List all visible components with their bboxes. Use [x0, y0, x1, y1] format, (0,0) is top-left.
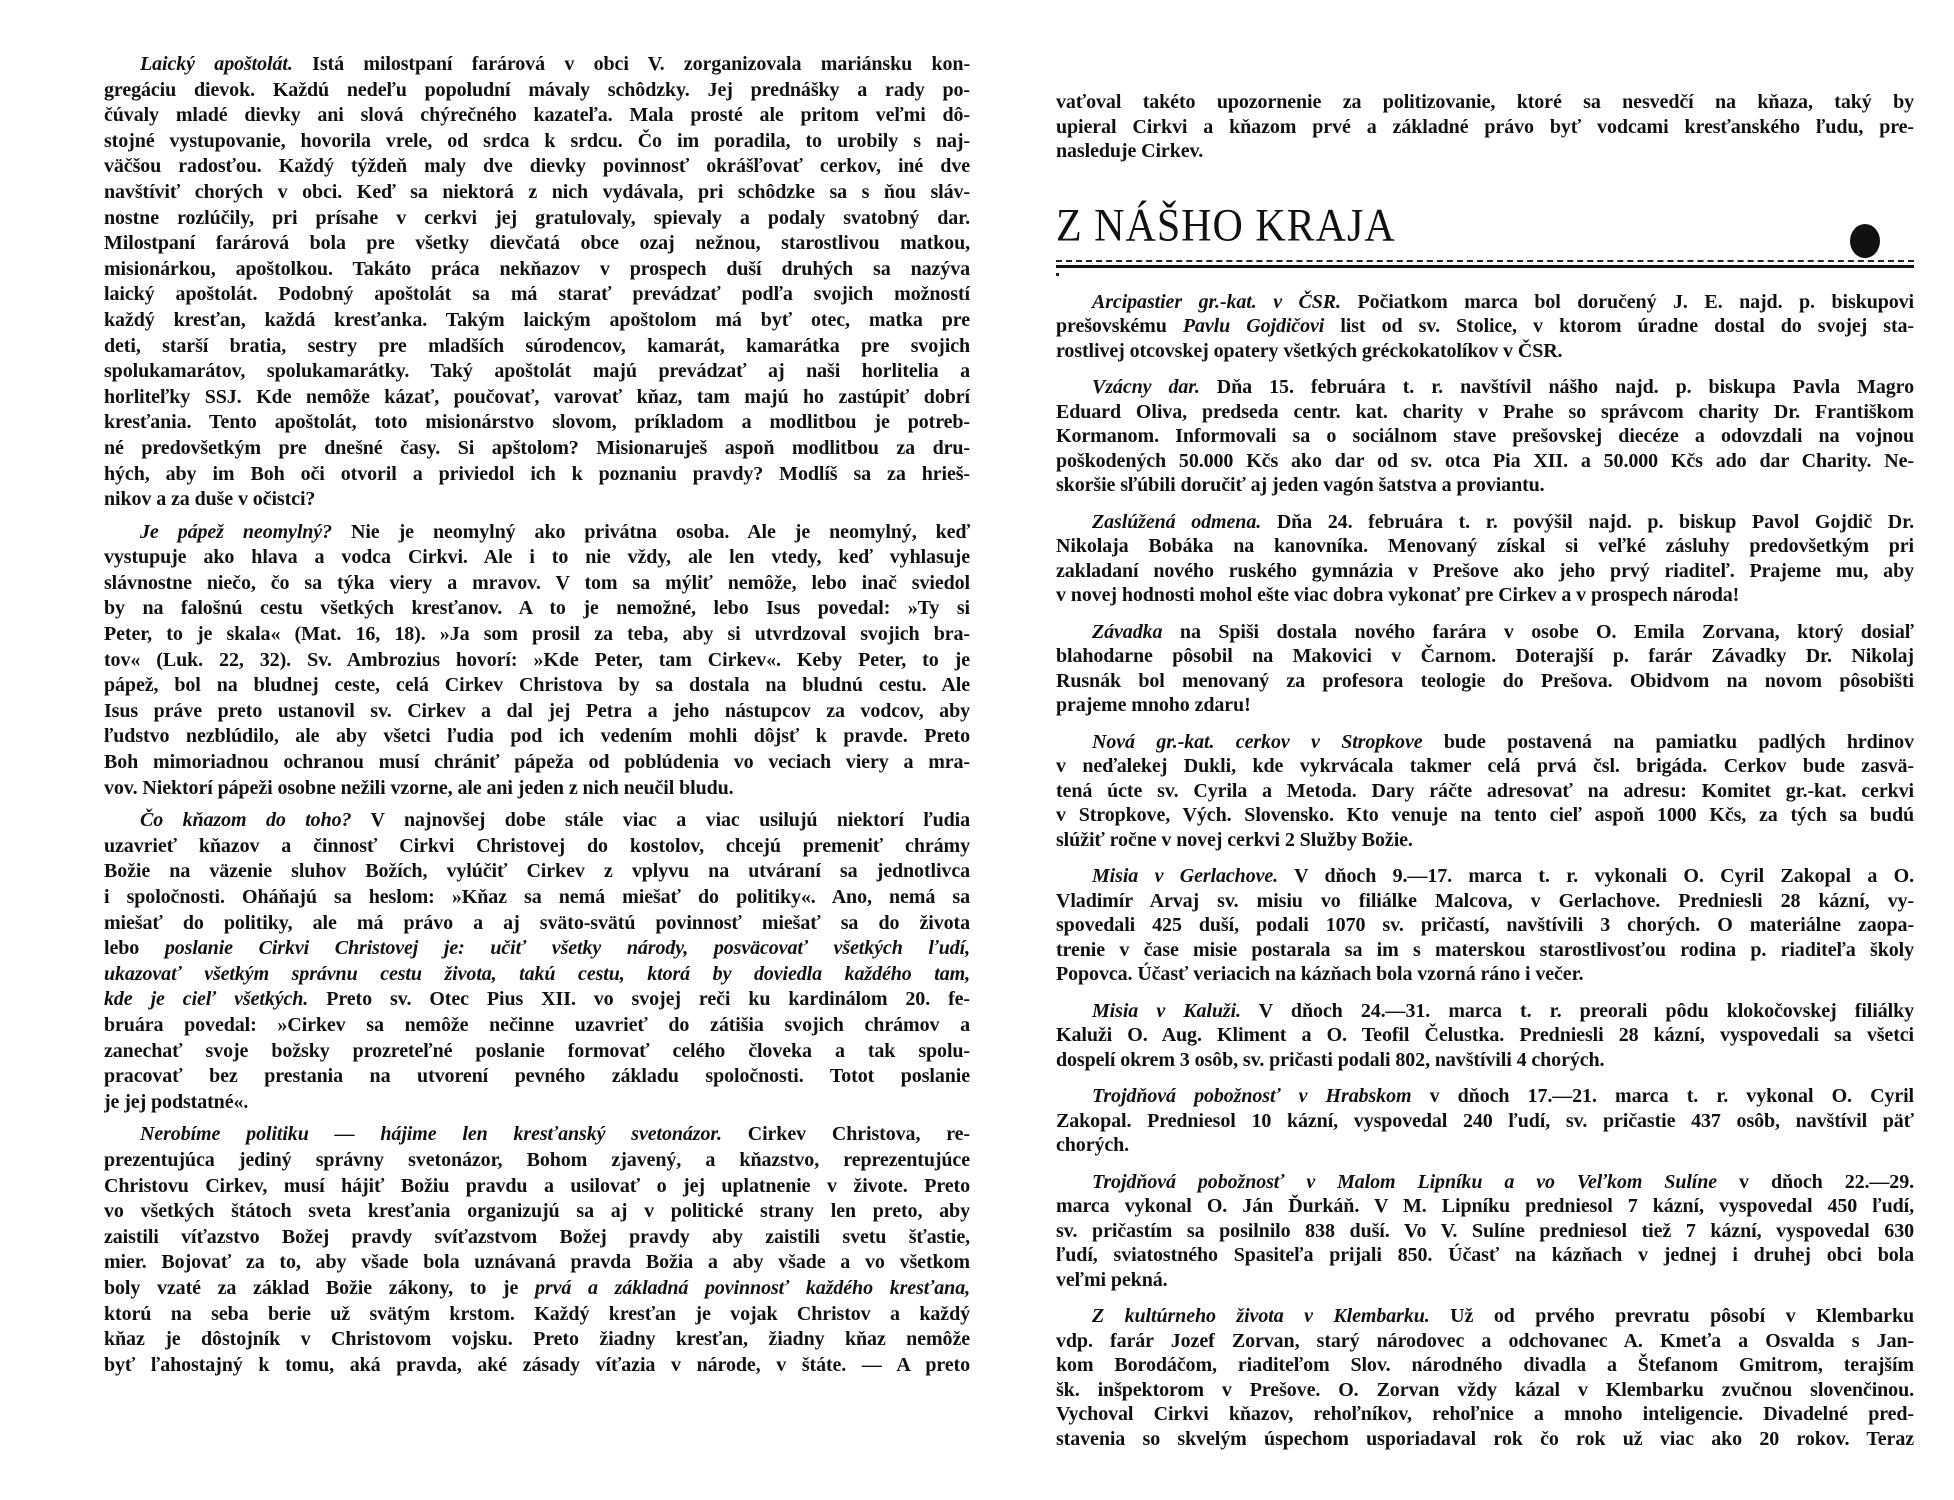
rule-speck	[1056, 273, 1059, 276]
body-text: navštíviť chorých v obci. Keď sa niektorá z nich vydávala, pri schôdzke sa s ňou sláv-	[104, 180, 970, 203]
paragraph	[1056, 375, 1914, 498]
body-text: zaistili víťazstvo Božej pravdy svíťazstvom Božej pravdy aby zaistili svetu šťastie,	[104, 1225, 970, 1248]
italic-run-in-text: Čo kňazom do toho?	[140, 809, 352, 832]
text-line	[1056, 620, 1914, 645]
text-line	[104, 436, 970, 462]
text-line	[104, 1199, 970, 1225]
body-text: né predovšetkým pre dnešné časy. Si apštolom? Misionaruješ aspoň modlitbou za dru-	[104, 436, 970, 459]
news-section-body	[1056, 290, 1914, 1452]
text-line	[104, 1302, 970, 1328]
text-line	[1056, 510, 1914, 535]
italic-run-in-text: Závadka	[1092, 620, 1163, 643]
body-text: Dňa 24. februára t. r. povýšil najd. p. biskup Pavol Gojdič Dr.	[1261, 510, 1914, 533]
italic-run-in-text: kde je cieľ všetkých.	[104, 988, 309, 1011]
text-line	[1056, 400, 1914, 425]
body-text: rostlivej otcovskej opatery všetkých gréckokatolíkov v ČSR.	[1056, 339, 1563, 362]
text-line	[1056, 1194, 1914, 1219]
text-line	[104, 334, 970, 360]
body-text: deti, starší bratia, sestry pre mladších súrodencov, kamarát, kamarátka pre svojich	[104, 334, 970, 357]
text-line	[1056, 1109, 1914, 1134]
text-line	[104, 308, 970, 334]
body-text: Isus práve preto ustanovil sv. Cirkev a dal jej Petra a jeho nástupcov za vodcov, aby	[104, 699, 970, 722]
body-text: zanechať svoje božsky prozreteľné poslanie formovať celého človeka a tak spolu-	[104, 1039, 970, 1062]
italic-run-in-text: Laický apoštolát.	[140, 53, 293, 75]
right-column	[1056, 90, 1914, 1451]
body-text: vdp. farár Jozef Zorvan, starý národovec a odchovanec A. Kmeťa a Osvalda s Jan-	[1056, 1329, 1914, 1352]
text-line	[104, 699, 970, 725]
text-line	[104, 129, 970, 155]
body-text: list od sv. Stolice, v ktorom úradne dostal do svojej sta-	[1324, 315, 1914, 337]
body-text: vaťoval takéto upozornenie za politizovanie, ktoré sa nesvedčí na kňaza, taký by	[1056, 91, 1914, 113]
italic-run-in-text: Nová gr.-kat. cerkov v Stropkove	[1092, 730, 1423, 753]
heading-rule-solid	[1056, 265, 1914, 268]
text-line	[104, 206, 970, 232]
italic-run-in-text: Misia v Gerlachove.	[1092, 865, 1279, 887]
body-text: v neďalekej Dukli, kde vykrvácala takmer celá prvá čsl. brigáda. Cerkov bude zasvä-	[1056, 755, 1914, 777]
text-line	[1056, 375, 1914, 400]
body-text: bude postavená na pamiatku padlých hrdinov	[1422, 730, 1914, 753]
body-text: kresťania. Tento apoštolát, toto misionárstvo slovom, príkladom a modlitbou je potreb-	[104, 411, 970, 434]
text-line	[1056, 1219, 1914, 1244]
body-text: chorých.	[1056, 1134, 1130, 1156]
text-line	[104, 78, 970, 104]
text-line	[1056, 754, 1914, 779]
body-text: Cirkev Christova, re-	[721, 1123, 970, 1146]
text-line	[1056, 693, 1914, 718]
italic-run-in-text: poslanie Cirkvi Christovej je: učiť všetky národy, posväcovať všetkých ľudí,	[164, 937, 970, 960]
text-line	[104, 724, 970, 750]
paragraph	[104, 52, 970, 513]
body-text: v dňoch 17.—21. marca t. r. vykonal O. Cyril	[1411, 1085, 1914, 1107]
body-text: boly vzaté za základ Božie zákony, to je	[104, 1276, 535, 1299]
text-line	[104, 1013, 970, 1039]
body-text: Zakopal. Predniesol 10 kázní, vyspovedal 240 ľudí, sv. pričastie 437 osôb, navštívil päť	[1056, 1109, 1914, 1132]
body-text: hých, aby im Boh oči otvoril a priviedol ich k poznaniu pravdy? Modlíš sa za hrieš-	[104, 462, 970, 485]
text-line	[1056, 1133, 1914, 1158]
text-line	[104, 1174, 970, 1200]
body-text: sv. pričastím sa posilnilo 838 duší. Vo V. Sulíne predniesol tiež 7 kázní, vyspovedal 630	[1056, 1219, 1914, 1242]
body-text: tená úcte sv. Cyrila a Metoda. Dary ráčte adresovať na adresu: Komitet gr.-kat. cerkvi	[1056, 779, 1914, 802]
body-text: Dňa 15. februára t. r. navštívil nášho najd. p. biskupa Pavla Magro	[1199, 376, 1914, 398]
text-line	[104, 571, 970, 597]
body-text: laický apoštolát. Podobný apoštolát sa má starať prevádzať podľa svojich možností	[104, 283, 970, 306]
body-text: veľmi pekná.	[1056, 1268, 1168, 1291]
body-text: v dňoch 22.—29.	[1717, 1170, 1914, 1193]
text-line	[1056, 999, 1914, 1024]
text-line	[104, 962, 970, 988]
body-text: dospelí okrem 3 osôb, sv. pričasti podali 802, navštívili 4 chorých.	[1056, 1048, 1605, 1071]
paragraph	[1056, 1170, 1914, 1293]
paragraph	[104, 808, 970, 1115]
text-line	[104, 231, 970, 257]
body-text: vo všetkých štátoch sveta kresťania organizujú sa aj v politické strany len preto, aby	[104, 1200, 970, 1223]
text-line	[104, 1327, 970, 1353]
body-text: každý kresťan, každá kresťanka. Takým laickým apoštolom má byť otec, matka pre	[104, 308, 970, 331]
body-text: Vychoval Cirkvi kňazov, rehoľníkov, rehoľnice a mnoho inteligencie. Divadelné pred-	[1056, 1403, 1914, 1425]
bullet-dot-ornament	[1850, 224, 1880, 258]
text-line	[1056, 644, 1914, 669]
body-text: Milostpaní farárová bola pre všetky dievčatá obce ozaj nežnou, starostlivou matkou,	[104, 232, 970, 255]
italic-run-in-text: Arcipastier gr.-kat. v ČSR.	[1092, 290, 1341, 313]
text-line	[1056, 1353, 1914, 1378]
body-text: prajeme mnoho zdaru!	[1056, 694, 1251, 716]
text-line	[1056, 864, 1914, 889]
text-line	[104, 911, 970, 937]
body-text: slúžiť ročne v novej cerkvi 2 Služby Božie.	[1056, 828, 1413, 851]
paragraph	[1056, 1304, 1914, 1451]
paragraph	[1056, 864, 1914, 987]
body-text: nikov a za duše v očistci?	[104, 488, 316, 511]
text-line	[1056, 424, 1914, 449]
body-text: vystupuje ako hlava a vodca Cirkvi. Ale i to nie vždy, ale len vtedy, keď vyhlasuje	[104, 546, 970, 569]
text-line	[104, 776, 970, 802]
body-text: šk. inšpektorom v Prešove. O. Zorvan vždy kázal v Klembarku zvučnou slovenčinou.	[1056, 1378, 1914, 1401]
paragraph	[104, 520, 970, 802]
body-text: prešovskému	[1056, 315, 1183, 337]
text-line	[1056, 1268, 1914, 1293]
text-line	[1056, 473, 1914, 498]
body-text: Christovu Cirkev, musí hájiť Božiu pravdu a usilovať o jej uplatnenie v živote. Preto	[104, 1174, 970, 1197]
body-text: upieral Cirkvi a kňazom prvé a základné právo byť vodcami kresťanského ľudu, pre-	[1056, 115, 1914, 138]
text-line	[104, 1064, 970, 1090]
italic-run-in-text: ukazovať všetkým správnu cestu života, takú cestu, ktorá by doviedla každého tam,	[104, 962, 970, 985]
body-text: V dňoch 24.—31. marca t. r. preorali pôdu klokočovskej filiálky	[1240, 999, 1914, 1022]
body-text: v Stropkove, Vých. Slovensko. Kto venuje na tento cieľ aspoň 1000 Kčs, za tých sa budú	[1056, 804, 1914, 826]
body-text: gregáciu dievok. Každú nedeľu popoludní mávaly schôdzky. Jej prednášky a rady po-	[104, 78, 970, 101]
section-heading: Z NÁŠHO KRAJA	[1056, 200, 1396, 252]
text-line	[104, 834, 970, 860]
italic-run-in-text: Je pápež neomylný?	[140, 520, 332, 543]
text-line	[1056, 889, 1914, 914]
text-line	[1056, 139, 1914, 164]
text-line	[104, 180, 970, 206]
text-line	[104, 1250, 970, 1276]
body-text: marca vykonal O. Ján Ďurkáň. V M. Lipníku predniesol 7 kázní, vyspovedal 450 ľudí,	[1056, 1195, 1914, 1217]
body-text: zakladaní nového ruského gymnázia v Prešove ako jeho prvý riaditeľ. Prajeme mu, aby	[1056, 559, 1914, 582]
article-body-left	[104, 52, 970, 1378]
body-text: Kormanom. Informovali sa o sociálnom stave prešovskej diecéze a odovzdali na vojnou	[1056, 425, 1914, 447]
text-line	[1056, 559, 1914, 584]
body-text: horliteľky SSJ. Kde nemôže kázať, poučovať, varovať kňaz, tam majú ho zastúpiť dobrí	[104, 385, 970, 408]
body-text: Nie je neomylný ako privátna osoba. Ale je neomylný, keď	[331, 520, 970, 543]
text-line	[1056, 962, 1914, 987]
heading-rule-dashed	[1056, 260, 1914, 262]
body-text: by na falošnú cestu všetkých kresťanov. A to je nemožné, lebo Isus povedal: »Ty si	[104, 597, 970, 620]
body-text: misionárkou, apoštolkou. Takáto práca nekňazov v prospech duší druhých sa nazýva	[104, 257, 970, 280]
body-text: Peter, to je skala« (Mat. 16, 18). »Ja som prosil za teba, aby si utvrdzoval svojich bra-	[104, 623, 970, 646]
body-text: nostne rozlúčily, pri prísahe v cerkvi jej gratulovaly, spievaly a podaly svatobný dar.	[104, 206, 970, 229]
text-line	[104, 750, 970, 776]
body-text: Preto sv. Otec Pius XII. vo svojej reči ku kardinálom 20. fe-	[308, 988, 970, 1011]
body-text: V najnovšej dobe stále viac a viac usilujú niektorí ľudia	[351, 809, 970, 832]
section-header	[1056, 170, 1914, 288]
body-text: tov« (Luk. 22, 32). Sv. Ambrozius hovorí: »Kde Peter, tam Cirkev«. Keby Peter, to je	[104, 648, 970, 671]
text-line	[104, 648, 970, 674]
paragraph	[1056, 90, 1914, 164]
text-line	[104, 936, 970, 962]
paragraph	[1056, 999, 1914, 1073]
body-text: Vladimír Arvaj sv. misiu vo filiálke Malcova, v Gerlachove. Predniesli 28 kázní, vy-	[1056, 889, 1914, 912]
text-line	[1056, 1243, 1914, 1268]
text-line	[1056, 314, 1914, 339]
italic-run-in-text: Trojdňová pobožnosť v Malom Lipníku a vo Veľkom Sulíne	[1092, 1170, 1718, 1193]
body-text: nasleduje Cirkev.	[1056, 140, 1204, 162]
body-text: trenie v čase misie postarala sa im s materskou starostlivosťou rodina p. riaditeľa školy	[1056, 938, 1914, 961]
body-text: čúvaly mladé dievky ani slová chýrečného kazateľa. Mala prosté ale pritom veľmi dô-	[104, 104, 970, 127]
text-line	[1056, 534, 1914, 559]
text-line	[104, 385, 970, 411]
body-text: kom Borodáčom, riaditeľom Slov. národného divadla a Štefanom Gmitrom, terajším	[1056, 1354, 1914, 1376]
text-line	[1056, 1378, 1914, 1403]
body-text: Eduard Oliva, predseda centr. kat. charity v Prahe so správcom charity Dr. Františkom	[1056, 400, 1914, 423]
body-text: Boh mimoriadnou ochranou musí chrániť pápeža od poblúdenia vo veciach viery a mra-	[104, 751, 970, 774]
italic-run-in-text: Vzácny dar.	[1092, 376, 1200, 398]
text-line	[104, 257, 970, 283]
text-line	[104, 103, 970, 129]
text-line	[104, 1276, 970, 1302]
body-text: ľudstvo nezblúdilo, ale aby všetci ľudia pod ich vedením mohli dôjsť k pravde. Preto	[104, 725, 970, 748]
paragraph	[104, 1122, 970, 1378]
text-line	[1056, 913, 1914, 938]
text-line	[1056, 730, 1914, 755]
text-line	[104, 154, 970, 180]
text-line	[104, 1039, 970, 1065]
body-text: slávnostne niečo, čo sa týka viery a mravov. V tom sa mýliť nemôže, lebo inač sviedol	[104, 571, 970, 594]
text-line	[104, 410, 970, 436]
body-text: väčšou radosťou. Každý týždeň maly dve dievky povinnosť okrášľovať cerkov, iné dve	[104, 155, 970, 178]
article-continuation	[1056, 90, 1914, 164]
text-line	[1056, 290, 1914, 315]
body-text: bruára povedal: »Cirkev sa nemôže nečinne uzavrieť do zátišia svojich chrámov a	[104, 1013, 970, 1036]
italic-run-in-text: Nerobíme politiku — hájime len kresťanský svetonázor.	[140, 1123, 722, 1146]
body-text: Rusnák bol menovaný za profesora teologie do Prešova. Obidvom na novom pôsobišti	[1056, 669, 1914, 692]
italic-run-in-text: prvá a základná povinnosť každého kresťana,	[535, 1276, 970, 1299]
paragraph	[1056, 510, 1914, 608]
text-line	[1056, 938, 1914, 963]
body-text: stavenia so skvelým úspechom usporiadaval rok čo rok už viac ako 20 rokov. Teraz	[1056, 1427, 1914, 1450]
text-line	[104, 487, 970, 513]
body-text: Nikolaja Bobáka na kanovníka. Menovaný získal si veľké zásluhy predovšetkým pri	[1056, 535, 1914, 557]
text-line	[104, 859, 970, 885]
body-text: vov. Niektorí pápeži osobne nežili vzorne, ale ani jeden z nich neučil bludu.	[104, 776, 734, 799]
body-text: stojné vystupovanie, hovorila vrele, od srdca k srdcu. Čo im poradila, to urobily s naj-	[104, 129, 970, 152]
text-line	[1056, 1084, 1914, 1109]
body-text: miešať do politiky, ale má právo a aj sväto-svätú povinnosť miešať sa do života	[104, 911, 970, 934]
body-text: ľudí, sviatostného Spasiteľa prijali 850. Účasť na kázňach v jednej i druhej obci bola	[1056, 1244, 1914, 1266]
text-line	[104, 545, 970, 571]
body-text: pápež, bol na bludnej ceste, celá Cirkev Christova by sa dostala na bludnú cestu. Ale	[104, 674, 970, 697]
left-column	[104, 52, 970, 1378]
body-text: uzavrieť kňazov a činnosť Cirkvi Christovej do kostolov, chcejú premeniť chrámy	[104, 834, 970, 857]
italic-run-in-text: Z kultúrneho života v Klembarku.	[1092, 1305, 1430, 1327]
text-line	[104, 1148, 970, 1174]
text-line	[1056, 583, 1914, 608]
text-line	[104, 52, 970, 78]
paragraph	[1056, 620, 1914, 718]
body-text: je jej podstatné«.	[104, 1090, 249, 1113]
body-text: Popovca. Účasť veriacich na kázňach bola vzorná ráno i večer.	[1056, 963, 1584, 985]
body-text: V dňoch 9.—17. marca t. r. vykonali O. Cyril Zakopal a O.	[1278, 865, 1914, 887]
italic-run-in-text: Zaslúžená odmena.	[1092, 510, 1262, 533]
text-line	[1056, 1023, 1914, 1048]
body-text: byť ľahostajný k tomu, aká pravda, aké zásady víťazia v národe, v štáte. — A preto	[104, 1353, 970, 1376]
italic-run-in-text: Pavlu Gojdičovi	[1182, 315, 1325, 337]
text-line	[1056, 339, 1914, 364]
text-line	[1056, 828, 1914, 853]
paragraph	[1056, 1084, 1914, 1158]
text-line	[1056, 1170, 1914, 1195]
body-text: Už od prvého prevratu pôsobí v Klembarku	[1429, 1305, 1914, 1327]
text-line	[1056, 1402, 1914, 1427]
text-line	[1056, 449, 1914, 474]
body-text: spolukamarátov, spolukamarátky. Taký apoštolát majú prevádzať aj naši horlitelia a	[104, 360, 970, 383]
body-text: i spoločnosti. Oháňajú sa heslom: »Kňaz sa nemá miešať do politiky«. Ano, nemá sa	[104, 886, 970, 908]
text-line	[104, 987, 970, 1013]
body-text: blahodarne pôsobil na Makovici v Čarnom. Doterajší p. farár Závadky Dr. Nikolaj	[1056, 645, 1914, 667]
text-line	[104, 1090, 970, 1116]
paragraph	[1056, 290, 1914, 364]
text-line	[104, 673, 970, 699]
text-line	[104, 1225, 970, 1251]
text-line	[1056, 669, 1914, 694]
body-text: Kaluži O. Aug. Kliment a O. Teofil Čelustka. Predniesli 28 kázní, vyspovedali sa všetci	[1056, 1024, 1914, 1046]
text-line	[1056, 803, 1914, 828]
text-line	[1056, 115, 1914, 140]
body-text: poškodených 50.000 Kčs ako dar od sv. otca Pia XII. a 50.000 Kčs ado dar Charity. Ne-	[1056, 449, 1914, 472]
body-text: mier. Bojovať za to, aby všade bola uznávaná pravda Božia a aby všade a vo všetkom	[104, 1251, 970, 1274]
text-line	[104, 1122, 970, 1148]
paragraph	[1056, 730, 1914, 853]
text-line	[1056, 1329, 1914, 1354]
body-text: skoršie sľúbili doručiť aj jeden vagón šatstva a proviantu.	[1056, 474, 1545, 496]
body-text: pracovať bez prestania na utvorení pevného základu spoločnosti. Totot poslanie	[104, 1065, 970, 1088]
text-line	[104, 1353, 970, 1379]
body-text: v novej hodnosti mohol ešte viac dobra vykonať pre Cirkev a v prospech národa!	[1056, 584, 1740, 606]
text-line	[1056, 1427, 1914, 1452]
body-text: spovedali 425 duší, podali 1070 sv. pričastí, navštívili 3 chorých. O materiálne zaopa-	[1056, 914, 1914, 936]
text-line	[1056, 1048, 1914, 1073]
text-line	[104, 808, 970, 834]
text-line	[104, 885, 970, 911]
text-line	[104, 622, 970, 648]
body-text: ktorú na seba berie už svätým krstom. Každý kresťan je vojak Christov a každý	[104, 1302, 970, 1325]
text-line	[104, 282, 970, 308]
body-text: Počiatkom marca bol doručený J. E. najd. p. biskupovi	[1340, 290, 1914, 313]
body-text: Istá milostpaní farárová v obci V. zorganizovala mariánsku kon-	[292, 53, 970, 75]
text-line	[1056, 90, 1914, 115]
text-line	[1056, 779, 1914, 804]
text-line	[104, 462, 970, 488]
text-line	[104, 359, 970, 385]
text-line	[104, 520, 970, 546]
body-text: kňaz je dôstojník v Christovom vojsku. Preto žiadny kresťan, žiadny kňaz nemôže	[104, 1328, 970, 1351]
body-text: na Spiši dostala nového farára v osobe O. Emila Zorvana, ktorý dosiaľ	[1162, 620, 1914, 643]
body-text: prezentujúca jediný správny svetonázor, Bohom zjavený, a kňazstvo, reprezentujúce	[104, 1148, 970, 1171]
text-line	[1056, 1304, 1914, 1329]
italic-run-in-text: Misia v Kaluži.	[1092, 999, 1241, 1022]
body-text: lebo	[104, 937, 165, 960]
text-line	[104, 596, 970, 622]
italic-run-in-text: Trojdňová pobožnosť v Hrabskom	[1092, 1085, 1412, 1107]
body-text: Božie na väzenie sluhov Božích, vylúčiť Cirkev z vplyvu na utváraní sa jednotlivca	[104, 860, 970, 883]
